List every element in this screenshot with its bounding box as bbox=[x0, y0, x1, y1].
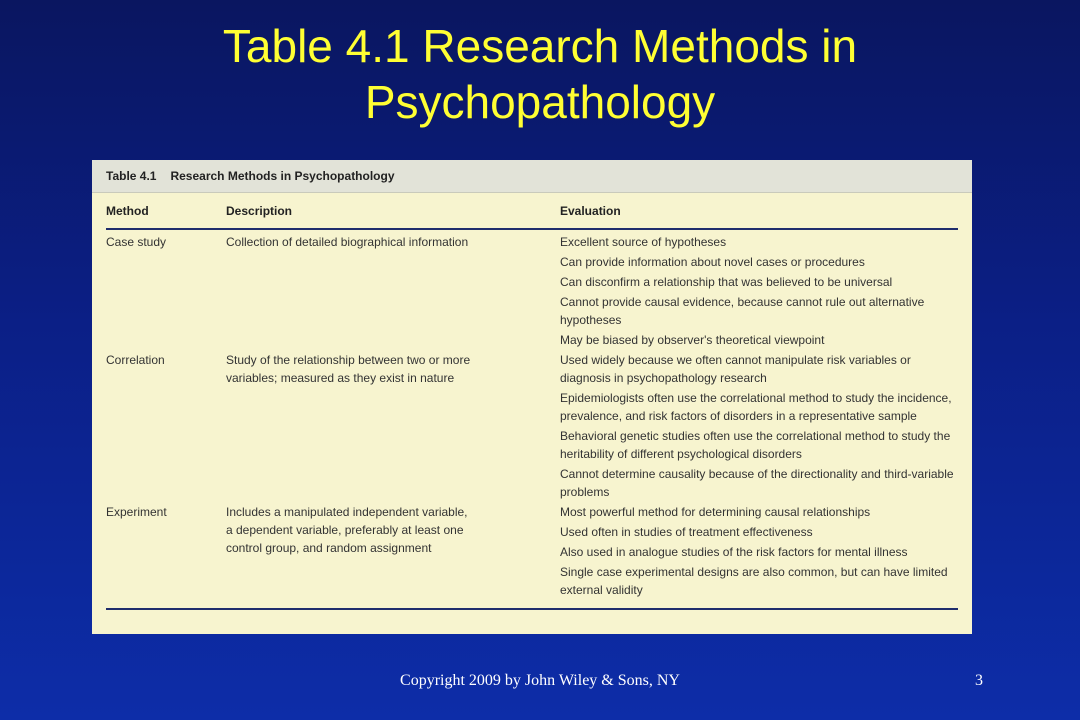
cell-description bbox=[226, 233, 560, 351]
table-row bbox=[106, 351, 958, 503]
table-caption bbox=[92, 160, 972, 193]
table-body bbox=[92, 193, 972, 601]
evaluation-item: Used often in studies of treatment effectiveness bbox=[560, 525, 813, 539]
cell-evaluation bbox=[560, 503, 958, 601]
footer-copyright: Copyright 2009 by John Wiley & Sons, NY bbox=[400, 672, 680, 689]
cell-evaluation bbox=[560, 233, 958, 351]
evaluation-item: Behavioral genetic studies often use the correlational method to study the heritability of different psychological disorders bbox=[560, 429, 951, 461]
description-line: Study of the relationship between two or more bbox=[226, 353, 471, 367]
evaluation-item: Cannot determine causality because of the directionality and third-variable problems bbox=[560, 467, 954, 499]
cell-method: Experiment bbox=[106, 505, 167, 519]
table-image bbox=[92, 160, 972, 634]
page-number: 3 bbox=[975, 672, 983, 689]
description-line: Collection of detailed biographical information bbox=[226, 235, 469, 249]
evaluation-item: Can provide information about novel cases or procedures bbox=[560, 255, 865, 269]
evaluation-item: Excellent source of hypotheses bbox=[560, 235, 727, 249]
cell-method: Case study bbox=[106, 235, 167, 249]
header-description: Description bbox=[226, 204, 293, 218]
header-evaluation: Evaluation bbox=[560, 204, 621, 218]
table-caption-number: Table 4.1 bbox=[106, 169, 157, 183]
evaluation-item: Epidemiologists often use the correlational method to study the incidence, prevalence, and risk factors of disorders in a representative sample bbox=[560, 391, 952, 423]
evaluation-item: May be biased by observer's theoretical viewpoint bbox=[560, 333, 825, 347]
evaluation-item: Used widely because we often cannot manipulate risk variables or diagnosis in psychopathology research bbox=[560, 353, 911, 385]
header-method: Method bbox=[106, 204, 149, 218]
cell-method: Correlation bbox=[106, 353, 165, 367]
evaluation-item: Most powerful method for determining causal relationships bbox=[560, 505, 871, 519]
cell-evaluation bbox=[560, 351, 958, 503]
evaluation-item: Single case experimental designs are also common, but can have limited external validity bbox=[560, 565, 948, 597]
description-line: Includes a manipulated independent variable, bbox=[226, 505, 468, 519]
evaluation-item: Also used in analogue studies of the risk factors for mental illness bbox=[560, 545, 908, 559]
description-line: variables; measured as they exist in nature bbox=[226, 371, 455, 385]
description-line: a dependent variable, preferably at least one bbox=[226, 523, 464, 537]
evaluation-item: Can disconfirm a relationship that was believed to be universal bbox=[560, 275, 893, 289]
description-line: control group, and random assignment bbox=[226, 541, 432, 555]
table-row bbox=[106, 233, 958, 351]
cell-description bbox=[226, 351, 560, 503]
slide-title-line-2: Psychopathology bbox=[364, 76, 716, 128]
table-bottom-rule bbox=[106, 608, 958, 610]
slide-title bbox=[0, 18, 1080, 130]
table-row bbox=[106, 503, 958, 601]
table-rows bbox=[106, 230, 958, 601]
cell-description bbox=[226, 503, 560, 601]
slide-title-line-1: Table 4.1 Research Methods in bbox=[222, 20, 858, 72]
table-caption-title: Research Methods in Psychopathology bbox=[170, 169, 395, 183]
evaluation-item: Cannot provide causal evidence, because cannot rule out alternative hypotheses bbox=[560, 295, 925, 327]
table-header-row bbox=[106, 193, 958, 222]
